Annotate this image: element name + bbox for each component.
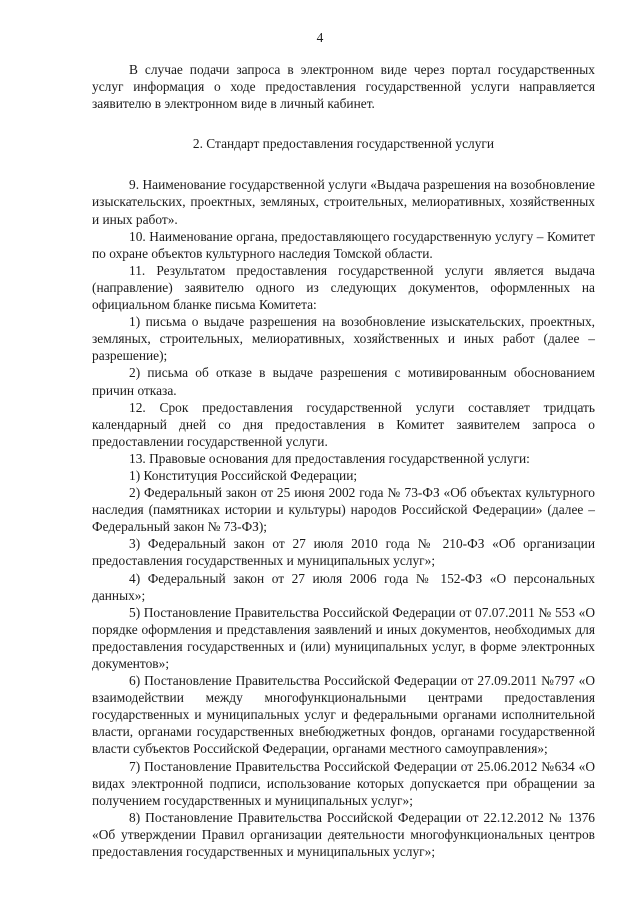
paragraph-11-item-2: 2) письма об отказе в выдаче разрешения с мотивированным обоснованием причин отказа. [92, 365, 595, 398]
paragraph-9: 9. Наименование государственной услуги «Выдача разрешения на возобновление изыскательских, проектных, земляных, строительных, мелиоративных, хозяйственных и иных работ». [92, 177, 595, 227]
legal-basis-item-1: 1) Конституция Российской Федерации; [129, 467, 358, 483]
legal-basis-item-8: 8) Постановление Правительства Российской Федерации от 22.12.2012 № 1376 «Об утверждении Правил организации деятельности многофункциональных центров предоставления государственных и муниципальных услуг»; [92, 809, 595, 860]
document-body [92, 61, 595, 860]
paragraph-10: 10. Наименование органа, предоставляющего государственную услугу – Комитет по охране объектов культурного наследия Томской области. [92, 228, 595, 261]
paragraph-12: 12. Срок предоставления государственной услуги составляет тридцать календарный дней со дня предоставления в Комитет заявителем запроса о предоставлении государственной услуги. [92, 399, 595, 449]
paragraph-13: 13. Правовые основания для предоставления государственной услуги: [129, 450, 530, 466]
legal-basis-item-2: 2) Федеральный закон от 25 июня 2002 года № 73-ФЗ «Об объектах культурного наследия (памятниках истории и культуры) народов Российской Федерации» (далее – Федеральный закон № 73-ФЗ); [92, 485, 595, 535]
legal-basis-item-7: 7) Постановление Правительства Российской Федерации от 25.06.2012 №634 «О видах электронной подписи, использование которых допускается при обращении за получением государственных и муниципальных услуг»; [92, 758, 595, 808]
legal-basis-item-6: 6) Постановление Правительства Российской Федерации от 27.09.2011 №797 «О взаимодействии между многофункциональными центрами предоставления государственных и муниципальных услуг и федеральными органами исполнительной власти, органами государственных внебюджетных фондов, органами государственной власти субъектов Российской Федерации, органами местного самоуправления»; [92, 673, 595, 757]
section-title: 2. Стандарт предоставления государственной услуги [192, 136, 495, 152]
paragraph-11: 11. Результатом предоставления государственной услуги является выдача (направление) заявителю одного из следующих документов, оформленных на официальном бланке письма Комитета: [92, 262, 595, 313]
legal-basis-item-4: 4) Федеральный закон от 27 июля 2006 года № 152-ФЗ «О персональных данных»; [92, 570, 595, 603]
intro-paragraph: В случае подачи запроса в электронном виде через портал государственных услуг информация о ходе предоставления государственной услуги направляется заявителю в электронном виде в личный кабинет. [92, 62, 595, 112]
legal-basis-item-5: 5) Постановление Правительства Российской Федерации от 07.07.2011 № 553 «О порядке оформления и представления заявлений и иных документов, необходимых для предоставления государственных и (или) муниципальных услуг, в форме электронных документов»; [92, 604, 595, 671]
legal-basis-item-3: 3) Федеральный закон от 27 июля 2010 года № 210-ФЗ «Об организации предоставления государственных и муниципальных услуг»; [92, 536, 595, 569]
paragraph-11-item-1: 1) письма о выдаче разрешения на возобновление изыскательских, проектных, земляных, строительных, мелиоративных, хозяйственных и иных работ (далее – разрешение); [92, 314, 595, 364]
page-number: 4 [316, 30, 324, 45]
